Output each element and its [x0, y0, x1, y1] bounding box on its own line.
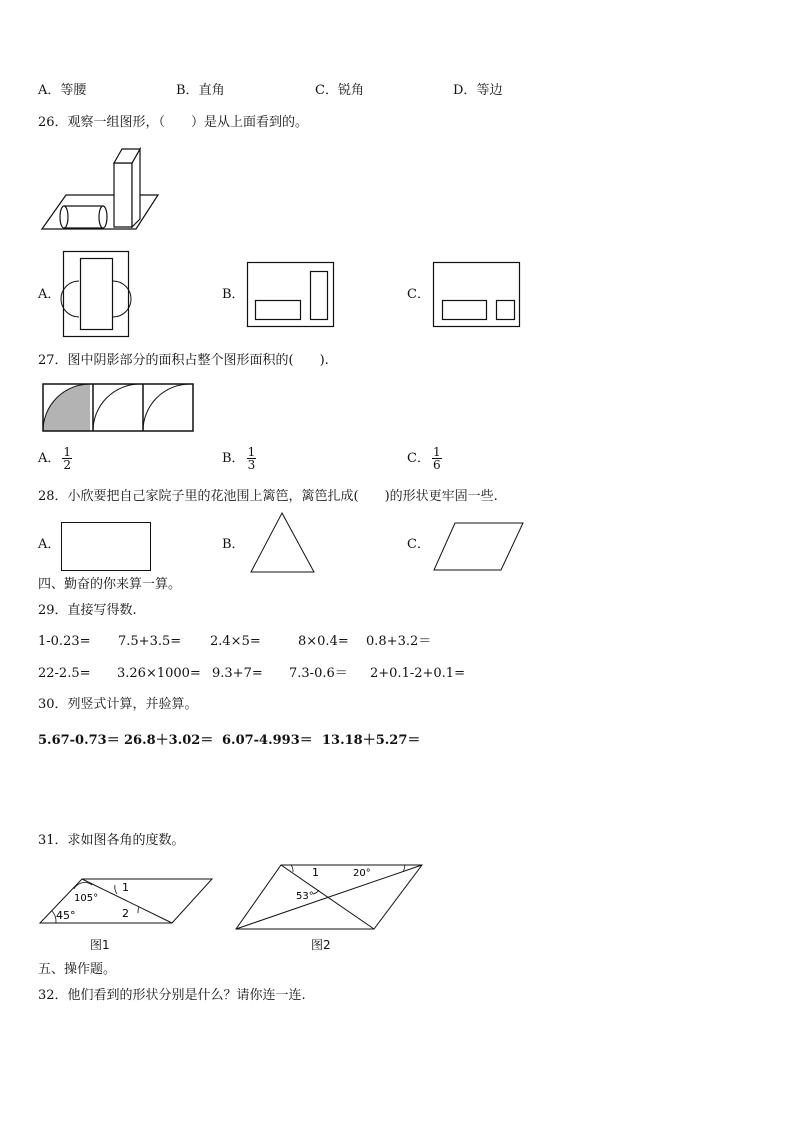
fig1-angle-1-label: 1 [122, 881, 129, 894]
q29-stem: 29．直接写得数. [38, 603, 137, 618]
q26-option-a-figure[interactable] [63, 251, 129, 337]
fig1-angle-45: 45° [56, 909, 76, 922]
fig2-caption: 图2 [311, 938, 331, 952]
q29-item: 9.3+7= [212, 666, 263, 681]
q25-option-a[interactable]: A．等腰 [38, 83, 87, 98]
q29-item: 22-2.5= [38, 666, 91, 681]
fig1-angle-2-label: 2 [122, 907, 129, 920]
fig2-angle-53: 53° [296, 891, 314, 902]
q27-stem: 27．图中阴影部分的面积占整个图形面积的( ). [38, 353, 329, 368]
q25-option-d[interactable]: D．等边 [453, 83, 503, 98]
q28-option-b-label[interactable]: B． [222, 537, 245, 552]
q26-figure-3d [40, 145, 170, 235]
q27-option-a[interactable]: A． $\frac{1}{2}$ [38, 445, 72, 472]
q26-option-c-figure[interactable] [433, 262, 521, 328]
q27-figure-squares [42, 383, 194, 433]
q28-parallelogram-figure[interactable] [433, 522, 525, 572]
q31-stem: 31．求如图各角的度数。 [38, 833, 185, 848]
q27-option-b[interactable]: B． $\frac{1}{3}$ [222, 445, 256, 472]
q30-item: 5.67-0.73＝ [38, 733, 120, 748]
q26-stem: 26．观察一组图形，（ ）是从上面看到的。 [38, 115, 309, 130]
q25-option-c[interactable]: C．锐角 [315, 83, 364, 98]
fig2-angle-1-label: 1 [312, 866, 319, 879]
q28-option-a-label[interactable]: A． [38, 537, 61, 552]
q29-item: 8×0.4= [298, 634, 349, 649]
q29-item: 7.5+3.5= [118, 634, 182, 649]
section-5-heading: 五、操作题。 [38, 962, 117, 977]
q32-stem: 32．他们看到的形状分别是什么？请你连一连. [38, 988, 306, 1003]
q30-stem: 30．列竖式计算，并验算。 [38, 697, 198, 712]
q28-rectangle-figure[interactable] [61, 522, 153, 572]
q29-item: 3.26×1000= [117, 666, 201, 681]
section-4-heading: 四、勤奋的你来算一算。 [38, 577, 182, 592]
q28-option-c-label[interactable]: C． [407, 537, 430, 552]
q31-figure-2 [233, 862, 425, 932]
q27-option-c[interactable]: C． $\frac{1}{6}$ [407, 445, 441, 472]
q26-option-b-figure[interactable] [247, 262, 335, 328]
q28-triangle-figure[interactable] [250, 512, 316, 574]
q28-stem: 28．小欣要把自己家院子里的花池围上篱笆，篱笆扎成( )的形状更牢固一些. [38, 489, 498, 504]
q26-option-b-label[interactable]: B． [222, 287, 245, 302]
q30-item: 6.07-4.993＝ [222, 733, 313, 748]
q29-item: 7.3-0.6＝ [289, 666, 348, 681]
fig1-caption: 图1 [90, 938, 110, 952]
fig2-angle-20: 20° [353, 868, 371, 879]
q29-item: 0.8+3.2＝ [366, 634, 432, 649]
q30-item: 26.8＋3.02＝ [124, 733, 214, 748]
q31-figure-1 [38, 875, 218, 935]
q29-item: 2.4×5= [210, 634, 261, 649]
q29-item: 1-0.23= [38, 634, 91, 649]
fig1-angle-105: 105° [74, 893, 99, 904]
q25-option-b[interactable]: B．直角 [176, 83, 225, 98]
q26-option-c-label[interactable]: C． [407, 287, 430, 302]
q30-item: 13.18＋5.27＝ [322, 733, 421, 748]
q29-item: 2+0.1-2+0.1= [370, 666, 465, 681]
q26-option-a-label[interactable]: A． [38, 287, 61, 302]
